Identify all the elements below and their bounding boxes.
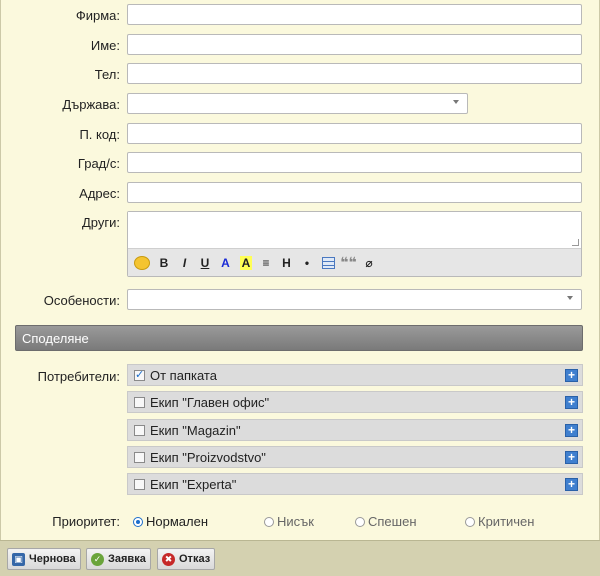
cancel-button[interactable]	[157, 548, 215, 570]
group-row[interactable]	[127, 446, 583, 468]
row-country	[0, 93, 600, 115]
floppy-icon: ▣	[12, 553, 25, 566]
features-label: Особености:	[43, 293, 120, 308]
group-label: Екип "Главен офис"	[150, 394, 270, 410]
editor-toolbar	[128, 248, 581, 276]
chevron-down-icon	[453, 100, 459, 104]
priority-normal-radio[interactable]	[133, 514, 208, 529]
expand-plus-icon[interactable]: +	[565, 396, 578, 409]
close-icon: ✖	[162, 553, 175, 566]
other-editor	[127, 211, 582, 277]
priority-option-label: Нормален	[146, 514, 209, 529]
radio-icon	[355, 517, 365, 527]
radio-icon	[465, 517, 475, 527]
priority-option-label: Спешен	[368, 514, 417, 529]
expand-plus-icon[interactable]: +	[565, 369, 578, 382]
resize-grip-icon[interactable]	[572, 239, 579, 246]
checkbox-checked[interactable]	[134, 370, 145, 381]
cancel-label: Отказ	[179, 553, 211, 565]
underline-button[interactable]	[195, 254, 215, 272]
group-row[interactable]	[127, 419, 583, 441]
row-firm	[0, 4, 600, 26]
highlight-button[interactable]: A	[241, 255, 251, 270]
other-label: Други:	[81, 215, 120, 230]
group-row[interactable]	[127, 391, 583, 413]
city-label: Град/с:	[77, 156, 120, 171]
priority-option-label: Нисък	[277, 514, 314, 529]
row-features	[0, 289, 600, 311]
action-bar	[0, 540, 600, 576]
group-row[interactable]	[127, 473, 583, 495]
attachment-icon[interactable]: ⌀	[365, 255, 373, 270]
bold-button[interactable]: B	[159, 255, 169, 270]
row-phone	[0, 63, 600, 85]
draft-button[interactable]	[7, 548, 81, 570]
priority-critical-radio[interactable]	[465, 514, 534, 529]
priority-low-radio[interactable]	[264, 514, 314, 529]
draft-label: Чернова	[29, 553, 76, 565]
row-address	[0, 182, 600, 204]
group-label: Екип "Proizvodstvo"	[150, 449, 266, 465]
other-textarea[interactable]	[128, 212, 581, 248]
text-color-button[interactable]: A	[221, 255, 230, 270]
group-row[interactable]	[127, 364, 583, 386]
quote-icon[interactable]: ❝❝	[340, 254, 357, 270]
checkbox[interactable]	[134, 397, 145, 408]
align-icon[interactable]: ≡	[262, 255, 270, 270]
firm-input[interactable]	[127, 4, 582, 25]
group-label: Екип "Experta"	[150, 476, 237, 492]
bullet-list-icon[interactable]: •	[304, 255, 310, 270]
group-label: Екип "Magazin"	[150, 422, 241, 438]
submit-label: Заявка	[108, 553, 146, 565]
smiley-icon[interactable]	[134, 256, 150, 270]
postcode-label: П. код:	[79, 127, 120, 142]
table-icon[interactable]	[322, 257, 335, 269]
heading-button[interactable]: H	[282, 255, 291, 270]
radio-icon	[264, 517, 274, 527]
firm-label: Фирма:	[75, 8, 120, 23]
address-label: Адрес:	[79, 186, 120, 201]
checkbox[interactable]	[134, 479, 145, 490]
check-icon: ✓	[91, 553, 104, 566]
priority-urgent-radio[interactable]	[355, 514, 417, 529]
name-input[interactable]	[127, 34, 582, 55]
chevron-down-icon	[567, 296, 573, 300]
sharing-section-header[interactable]: Споделяне	[15, 325, 583, 351]
users-label: Потребители:	[37, 369, 120, 384]
priority-label: Приоритет:	[52, 514, 120, 529]
expand-plus-icon[interactable]: +	[565, 451, 578, 464]
expand-plus-icon[interactable]: +	[565, 478, 578, 491]
phone-label: Тел:	[94, 67, 120, 82]
priority-option-label: Критичен	[478, 514, 535, 529]
radio-selected-icon	[133, 517, 143, 527]
country-label: Държава:	[62, 97, 120, 112]
address-input[interactable]	[127, 182, 582, 203]
checkbox[interactable]	[134, 425, 145, 436]
features-select[interactable]	[127, 289, 582, 310]
underline-glyph: U	[200, 255, 210, 270]
group-label: От папката	[150, 367, 217, 383]
postcode-input[interactable]	[127, 123, 582, 144]
row-postcode	[0, 123, 600, 145]
phone-input[interactable]	[127, 63, 582, 84]
italic-button[interactable]: I	[182, 255, 187, 270]
country-select[interactable]	[127, 93, 468, 114]
row-name	[0, 34, 600, 56]
checkbox[interactable]	[134, 452, 145, 463]
row-city	[0, 152, 600, 174]
name-label: Име:	[90, 38, 120, 53]
submit-button[interactable]	[86, 548, 151, 570]
city-input[interactable]	[127, 152, 582, 173]
expand-plus-icon[interactable]: +	[565, 424, 578, 437]
